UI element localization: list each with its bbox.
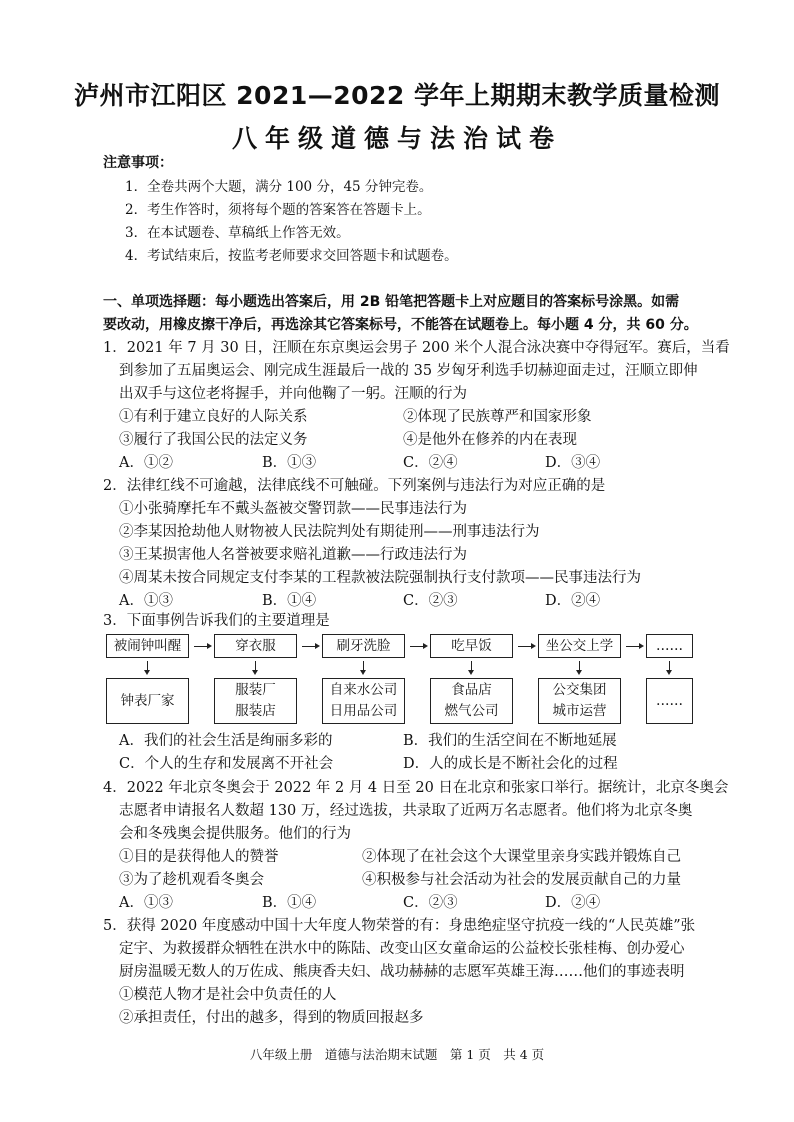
arrow-right-icon — [626, 646, 640, 647]
question-5-stem: 5．获得 2020 年度感动中国十大年度人物荣誉的有：身患绝症坚守抗疫一线的“人民英雄”张 — [103, 918, 696, 934]
notice-item: 3．在本试题卷、草稿纸上作答无效。 — [125, 225, 350, 241]
section-instructions: 要改动，用橡皮擦干净后，再选涂其它答案标号，不能答在试题卷上。每小题 4 分，共 60 分。 — [103, 317, 698, 333]
arrow-right-icon — [518, 646, 532, 647]
provider-label: 城市运营 — [552, 703, 607, 719]
flow-step-box: 被闹钟叫醒 — [106, 634, 189, 658]
question-1-stem: 到参加了五届奥运会、刚完成生涯最后一战的 35 岁匈牙利选手切赫迎面走过，汪顺立即伸 — [119, 363, 698, 379]
question-1-statement: ①有利于建立良好的人际关系 — [119, 409, 308, 425]
notice-heading: 注意事项： — [103, 155, 173, 171]
exam-subtitle: 八年级道德与法治试卷 — [231, 124, 562, 153]
question-5-stem: 厨房温暖无数人的万佐成、熊庚香夫妇、战功赫赫的志愿军英雄王海……他们的事迹表明 — [119, 964, 685, 980]
notice-item: 2．考生作答时，须将每个题的答案答在答题卡上。 — [125, 202, 431, 218]
flow-step-box: 刷牙洗脸 — [322, 634, 405, 658]
question-4-statement: ③为了趁机观看冬奥会 — [119, 872, 264, 888]
flow-provider-box — [430, 678, 513, 724]
question-3-stem: 3．下面事例告诉我们的主要道理是 — [103, 613, 330, 629]
question-3-choice-b: B．我们的生活空间在不断地延展 — [403, 733, 617, 749]
flow-provider-box: …… — [646, 678, 693, 724]
question-2-statement: ②李某因抢劫他人财物被人民法院判处有期徒刑——刑事违法行为 — [119, 524, 540, 540]
arrow-down-icon — [669, 661, 670, 671]
flow-provider-box — [214, 678, 297, 724]
flow-step-box: 坐公交上学 — [538, 634, 621, 658]
arrow-right-icon — [410, 646, 424, 647]
arrow-down-icon — [147, 661, 148, 671]
question-3-choice-a: A．我们的社会生活是绚丽多彩的 — [119, 733, 333, 749]
question-4-stem: 会和冬残奥会提供服务。他们的行为 — [119, 826, 351, 842]
question-1-choice-d: D．③④ — [545, 455, 601, 471]
provider-label: 自来水公司 — [329, 682, 398, 698]
flow-step-box: 吃早饭 — [430, 634, 513, 658]
provider-label: 公交集团 — [552, 682, 607, 698]
flow-step-box: 穿衣服 — [214, 634, 297, 658]
question-5-statement: ①模范人物才是社会中负责任的人 — [119, 987, 337, 1003]
exam-title: 泸州市江阳区 2021—2022 学年上期期末教学质量检测 — [73, 81, 721, 110]
question-5-stem: 定宇、为救援群众牺牲在洪水中的陈陆、改变山区女童命运的公益校长张桂梅、创办爱心 — [119, 941, 685, 957]
question-2-choice-a: A．①③ — [119, 593, 173, 609]
question-4-choice-a: A．①③ — [119, 895, 173, 911]
question-1-choice-b: B．①③ — [262, 455, 317, 471]
notice-item: 4．考试结束后，按监考老师要求交回答题卡和试题卷。 — [125, 248, 458, 264]
question-4-choice-c: C．②③ — [403, 895, 458, 911]
question-4-choice-d: D．②④ — [545, 895, 601, 911]
provider-label: 服装厂 — [235, 682, 276, 698]
question-1-statement: ④是他外在修养的内在表现 — [403, 432, 577, 448]
question-4-statement: ②体现了在社会这个大课堂里亲身实践并锻炼自己 — [362, 849, 681, 865]
question-1-stem: 出双手与这位老将握手，并向他鞠了一躬。汪顺的行为 — [119, 386, 467, 402]
question-1-choice-c: C．②④ — [403, 455, 458, 471]
question-1-statement: ③履行了我国公民的法定义务 — [119, 432, 308, 448]
question-2-statement: ④周某未按合同规定支付李某的工程款被法院强制执行支付款项——民事违法行为 — [119, 570, 641, 586]
question-4-stem: 4．2022 年北京冬奥会于 2022 年 2 月 4 日至 20 日在北京和张家口举行。据统计，北京冬奥会 — [103, 780, 729, 796]
arrow-down-icon — [471, 661, 472, 671]
arrow-down-icon — [579, 661, 580, 671]
page-footer: 八年级上册 道德与法治期末试题 第 1 页 共 4 页 — [249, 1047, 545, 1062]
question-1-stem: 1．2021 年 7 月 30 日，汪顺在东京奥运会男子 200 米个人混合泳决赛中夺得冠军。赛后，当看 — [103, 340, 730, 356]
provider-label: 燃气公司 — [444, 703, 499, 719]
flow-provider-box — [538, 678, 621, 724]
arrow-down-icon — [363, 661, 364, 671]
question-4-statement: ①目的是获得他人的赞誉 — [119, 849, 279, 865]
provider-label: 服装店 — [235, 703, 276, 719]
question-2-statement: ①小张骑摩托车不戴头盔被交警罚款——民事违法行为 — [119, 501, 467, 517]
flow-provider-box — [322, 678, 405, 724]
provider-label: 食品店 — [451, 682, 492, 698]
question-2-statement: ③王某损害他人名誉被要求赔礼道歉——行政违法行为 — [119, 547, 467, 563]
question-2-stem: 2．法律红线不可逾越，法律底线不可触碰。下列案例与违法行为对应正确的是 — [103, 478, 606, 494]
question-2-choice-d: D．②④ — [545, 593, 601, 609]
section-instructions: 一、单项选择题：每小题选出答案后，用 2B 铅笔把答题卡上对应题目的答案标号涂黑。如需 — [103, 294, 680, 310]
arrow-down-icon — [255, 661, 256, 671]
notice-item: 1．全卷共两个大题，满分 100 分，45 分钟完卷。 — [125, 179, 433, 195]
flow-provider-box: 钟表厂家 — [106, 678, 189, 724]
question-4-choice-b: B．①④ — [262, 895, 317, 911]
arrow-right-icon — [302, 646, 316, 647]
question-1-statement: ②体现了民族尊严和国家形象 — [403, 409, 592, 425]
question-4-stem: 志愿者申请报名人数超 130 万，经过选拔，共录取了近两万名志愿者。他们将为北京冬奥 — [119, 803, 693, 819]
question-5-statement: ②承担责任，付出的越多，得到的物质回报赵多 — [119, 1010, 424, 1026]
arrow-right-icon — [194, 646, 208, 647]
question-3-choice-c: C．个人的生存和发展离不开社会 — [119, 756, 334, 772]
question-1-choice-a: A．①② — [119, 455, 173, 471]
provider-label: 日用品公司 — [329, 703, 398, 719]
question-4-statement: ④积极参与社会活动为社会的发展贡献自己的力量 — [362, 872, 681, 888]
flow-step-box: …… — [646, 634, 693, 658]
question-3-choice-d: D．人的成长是不断社会化的过程 — [403, 756, 618, 772]
question-2-choice-b: B．①④ — [262, 593, 317, 609]
question-2-choice-c: C．②③ — [403, 593, 458, 609]
